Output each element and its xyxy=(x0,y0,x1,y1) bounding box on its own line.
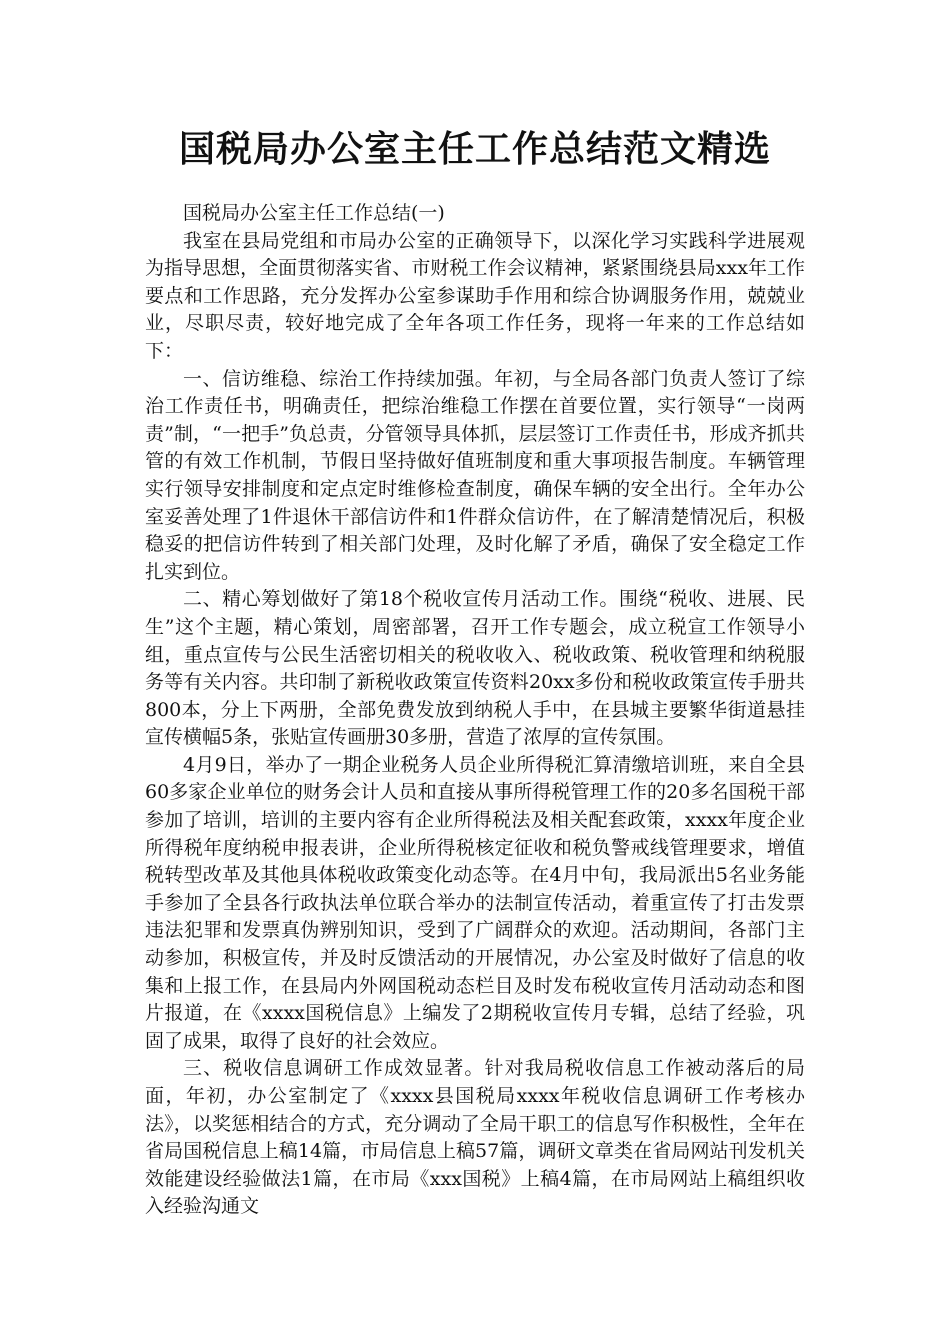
paragraph-intro: 我室在县局党组和市局办公室的正确领导下，以深化学习实践科学进展观为指导思想，全面贯彻落实省、市财税工作会议精神，紧紧围绕县局xxx年工作要点和工作思路，充分发挥办公室参谋助手作用和综合协调服务作用，兢兢业业，尽职尽责，较好地完成了全年各项工作任务，现将一年来的工作总结如下： xyxy=(145,229,805,362)
section-heading: 国税局办公室主任工作总结(一) xyxy=(183,202,445,224)
paragraph-section-1: 一、信访维稳、综治工作持续加强。年初，与全局各部门负责人签订了综治工作责任书，明确责任，把综治维稳工作摆在首要位置，实行领导“一岗两责”制，“一把手”负总责，分管领导具体抓，层层签订工作责任书，形成齐抓共管的有效工作机制，节假日坚持做好值班制度和重大事项报告制度。车辆管理实行领导安排制度和定点定时维修检查制度，确保车辆的安全出行。全年办公室妥善处理了1件退休干部信访件和1件群众信访件，在了解清楚情况后，积极稳妥的把信访件转到了相关部门处理，及时化解了矛盾，确保了安全稳定工作扎实到位。 xyxy=(145,367,805,583)
document-body xyxy=(145,200,805,1221)
paragraph-section-2: 二、精心筹划做好了第18个税收宣传月活动工作。围绕“税收、进展、民生”这个主题，精心策划，周密部署，召开工作专题会，成立税宣工作领导小组，重点宣传与公民生活密切相关的税收收入、税收政策、税收管理和纳税服务等有关内容。共印制了新税收政策宣传资料20xx多份和税收政策宣传手册共800本，分上下两册，全部免费发放到纳税人手中，在县城主要繁华街道悬挂宣传横幅5条，张贴宣传画册30多册，营造了浓厚的宣传氛围。 xyxy=(145,588,805,749)
document-title: 国税局办公室主任工作总结范文精选 xyxy=(178,129,771,170)
paragraph-section-3: 三、税收信息调研工作成效显著。针对我局税收信息工作被动落后的局面，年初，办公室制定了《xxxx县国税局xxxx年税收信息调研工作考核办法》，以奖惩相结合的方式，充分调动了全局干职工的信息写作积极性，全年在省局国税信息上稿14篇，市局信息上稿57篇，调研文章类在省局网站刊发机关效能建设经验做法1篇，在市局《xxx国税》上稿4篇，在市局网站上稿组织收入经验沟通文 xyxy=(145,1057,805,1218)
paragraph-training: 4月9日，举办了一期企业税务人员企业所得税汇算清缴培训班，来自全县60多家企业单位的财务会计人员和直接从事所得税管理工作的20多名国税干部参加了培训，培训的主要内容有企业所得税法及相关配套政策，xxxx年度企业所得税年度纳税申报表讲，企业所得税核定征收和税负警戒线管理要求，增值税转型改革及其他具体税收政策变化动态等。在4月中旬，我局派出5名业务能手参加了全县各行政执法单位联合举办的法制宣传活动，着重宣传了打击发票违法犯罪和发票真伪辨别知识，受到了广阔群众的欢迎。活动期间，各部门主动参加，积极宣传，并及时反馈活动的开展情况，办公室及时做好了信息的收集和上报工作，在县局内外网国税动态栏目及时发布税收宣传月活动动态和图片报道，在《xxxx国税信息》上编发了2期税收宣传月专辑，总结了经验，巩固了成果，取得了良好的社会效应。 xyxy=(145,753,805,1052)
